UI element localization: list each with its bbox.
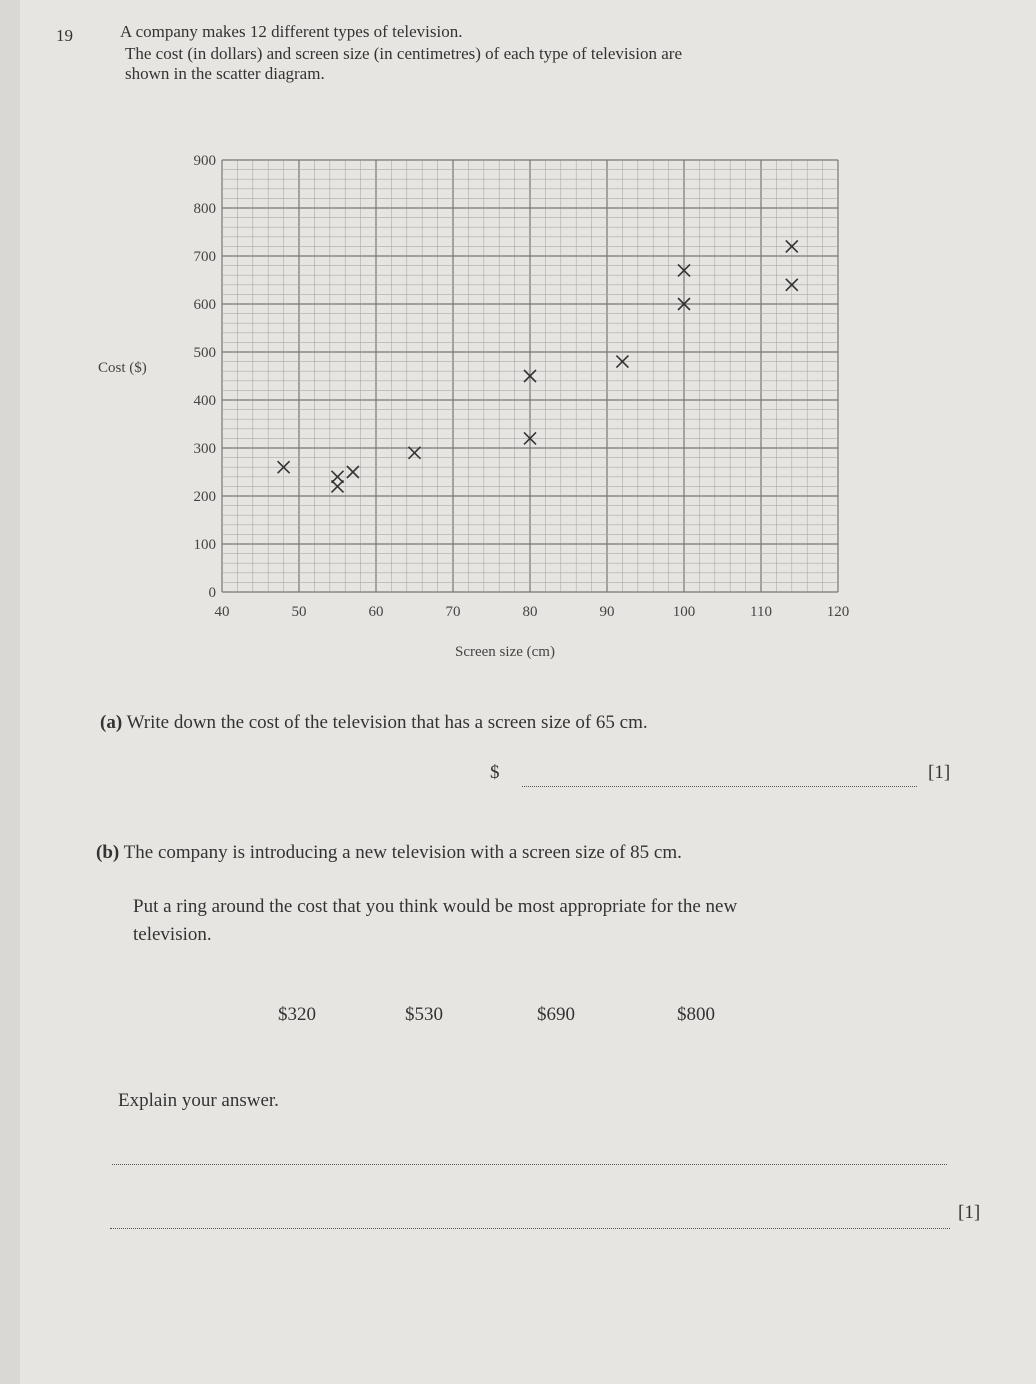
option-530[interactable]: $530 [405,1004,443,1025]
part-b-label: (b) [96,842,120,863]
y-tick-label: 900 [193,153,216,169]
x-tick-label: 100 [672,604,696,620]
x-tick-label: 120 [826,604,850,620]
option-690[interactable]: $690 [537,1004,575,1025]
part-b-instruction-1: Put a ring around the cost that you think would be most appropriate for the new [133,896,738,917]
answer-line-b1[interactable] [112,1164,947,1165]
x-tick-label: 40 [214,604,230,620]
x-tick-label: 50 [291,604,307,620]
data-points [278,240,798,492]
option-320[interactable]: $320 [278,1004,316,1025]
explain-prompt: Explain your answer. [118,1090,279,1111]
y-tick-label: 800 [193,201,216,217]
x-tick-label: 80 [522,604,538,620]
option-800[interactable]: $800 [677,1004,715,1025]
y-tick-label: 200 [193,489,216,505]
y-tick-label: 400 [193,393,216,409]
marks-a: [1] [928,762,951,783]
part-b-text: The company is introducing a new television with a screen size of 85 cm. [123,842,682,863]
y-tick-label: 700 [193,249,216,265]
question-text-3: shown in the scatter diagram. [125,64,325,83]
y-tick-label: 0 [208,585,216,601]
answer-line-a[interactable] [522,786,917,787]
marks-b: [1] [958,1202,981,1223]
x-tick-label: 110 [750,604,772,620]
x-tick-label: 60 [368,604,384,620]
question-text-1: A company makes 12 different types of television. [120,22,463,41]
y-tick-label: 600 [193,297,216,313]
y-tick-label: 500 [193,345,216,361]
x-axis-label: Screen size (cm) [455,644,555,660]
data-point [347,466,359,478]
y-tick-label: 300 [193,441,216,457]
axis-ticks [194,153,850,620]
question-number: 19 [56,26,73,45]
scatter-chart [0,0,1036,680]
part-b-instruction-2: television. [133,924,212,945]
part-a-label: (a) [100,712,123,733]
y-tick-label: 100 [193,537,216,553]
answer-line-b2[interactable] [110,1228,950,1229]
part-a-text: Write down the cost of the television that has a screen size of 65 cm. [126,712,648,733]
question-text-2: The cost (in dollars) and screen size (in centimetres) of each type of television are [125,44,682,63]
x-tick-label: 70 [445,604,461,620]
currency-symbol: $ [490,762,500,783]
y-axis-label: Cost ($) [98,360,147,376]
x-tick-label: 90 [599,604,615,620]
